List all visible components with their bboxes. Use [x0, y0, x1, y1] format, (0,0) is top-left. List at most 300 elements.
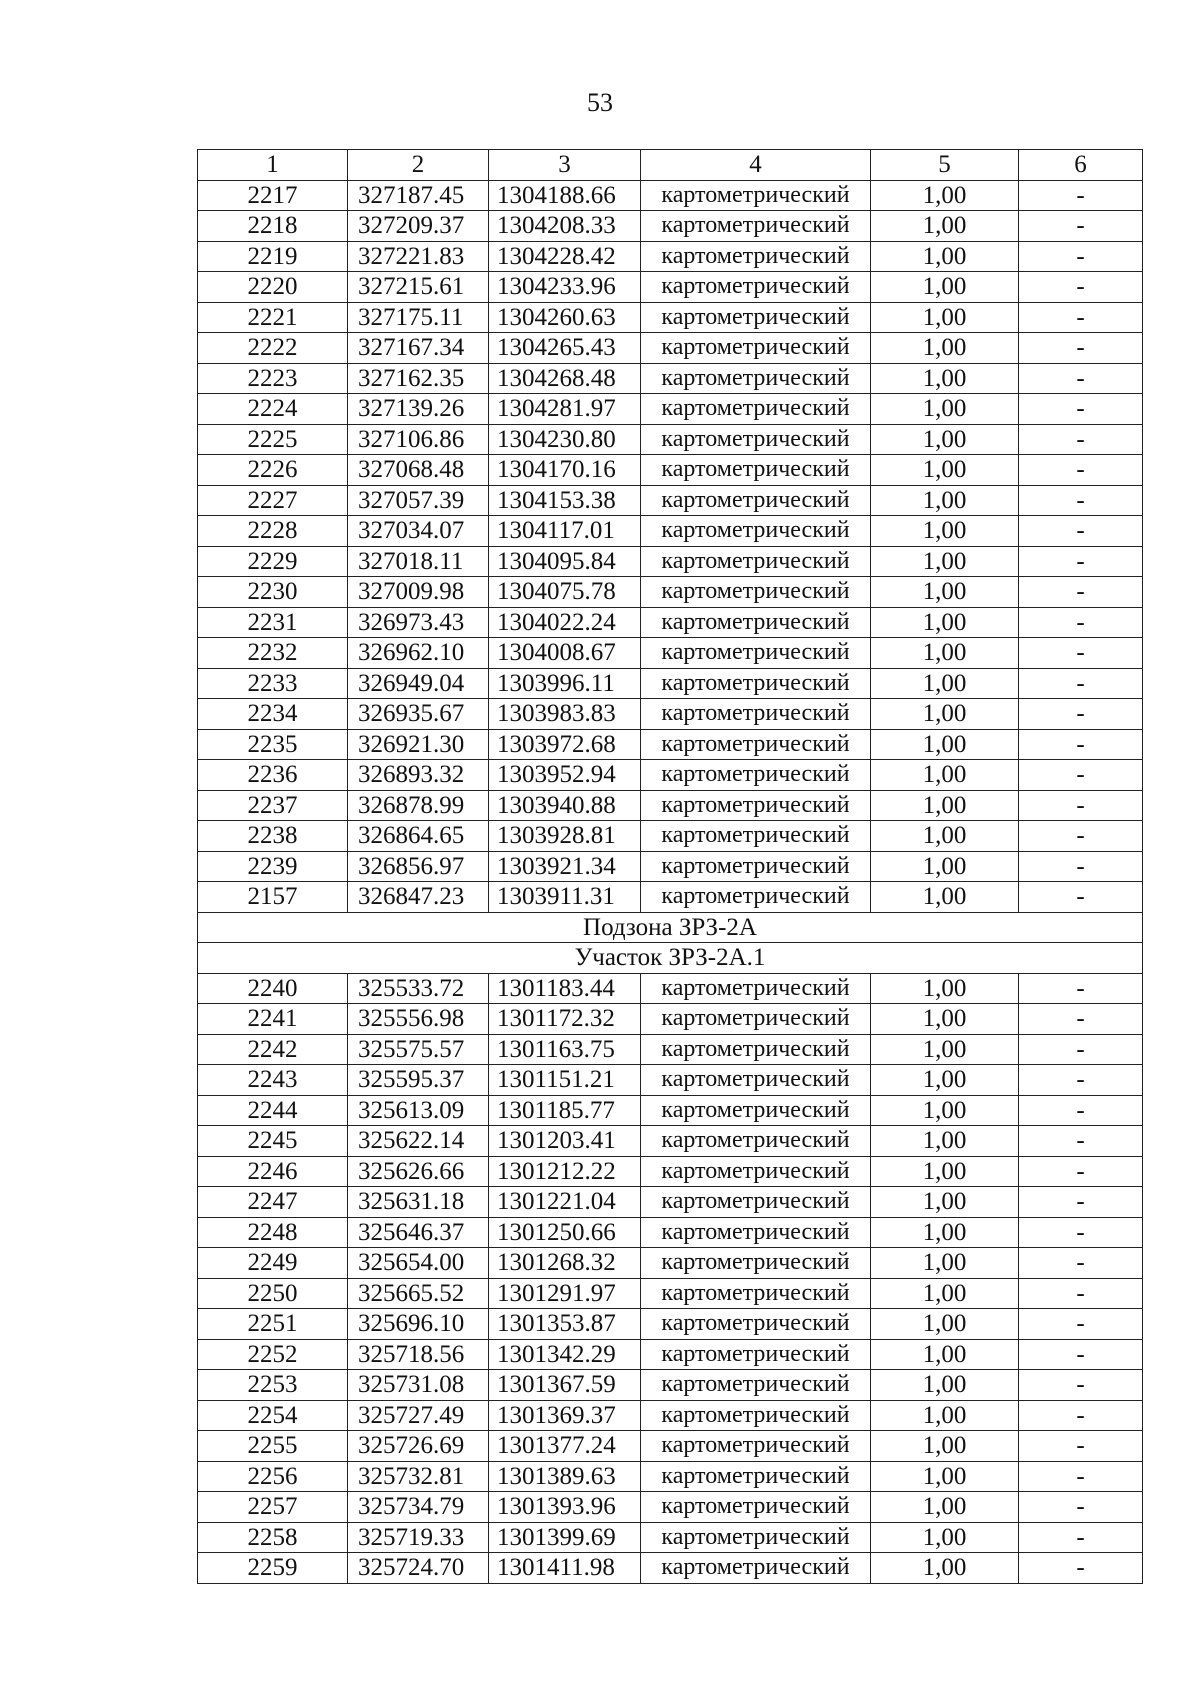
table-row: [198, 1522, 1143, 1553]
description-cell: -: [1019, 455, 1143, 486]
y-coordinate-cell: 1304265.43: [489, 333, 641, 364]
y-coordinate-cell: 1301151.21: [489, 1065, 641, 1096]
table-row: [198, 1004, 1143, 1035]
table-row: [198, 729, 1143, 760]
point-number-cell: 2254: [198, 1400, 348, 1431]
point-number-cell: 2238: [198, 821, 348, 852]
description-cell: -: [1019, 1156, 1143, 1187]
x-coordinate-cell: 325654.00: [348, 1248, 489, 1279]
y-coordinate-cell: 1304260.63: [489, 302, 641, 333]
y-coordinate-cell: 1301377.24: [489, 1431, 641, 1462]
x-coordinate-cell: 325626.66: [348, 1156, 489, 1187]
x-coordinate-cell: 327106.86: [348, 424, 489, 455]
accuracy-cell: 1,00: [871, 607, 1019, 638]
description-cell: -: [1019, 1217, 1143, 1248]
y-coordinate-cell: 1304233.96: [489, 272, 641, 303]
x-coordinate-cell: 326878.99: [348, 790, 489, 821]
method-cell: картометрический: [641, 485, 871, 516]
accuracy-cell: 1,00: [871, 1553, 1019, 1584]
table-row: [198, 1187, 1143, 1218]
description-cell: -: [1019, 424, 1143, 455]
method-cell: картометрический: [641, 455, 871, 486]
method-cell: картометрический: [641, 1095, 871, 1126]
subzone-title-row: [198, 912, 1143, 943]
table-row: [198, 302, 1143, 333]
method-cell: картометрический: [641, 577, 871, 608]
y-coordinate-cell: 1304281.97: [489, 394, 641, 425]
point-number-cell: 2258: [198, 1522, 348, 1553]
header-cell: 2: [348, 150, 489, 181]
y-coordinate-cell: 1303928.81: [489, 821, 641, 852]
table-row: [198, 180, 1143, 211]
table-row: [198, 1248, 1143, 1279]
point-number-cell: 2219: [198, 241, 348, 272]
method-cell: картометрический: [641, 1126, 871, 1157]
description-cell: -: [1019, 1339, 1143, 1370]
point-number-cell: 2239: [198, 851, 348, 882]
description-cell: -: [1019, 272, 1143, 303]
x-coordinate-cell: 326856.97: [348, 851, 489, 882]
method-cell: картометрический: [641, 180, 871, 211]
accuracy-cell: 1,00: [871, 973, 1019, 1004]
table-row: [198, 607, 1143, 638]
table-row: [198, 211, 1143, 242]
description-cell: -: [1019, 546, 1143, 577]
x-coordinate-cell: 326921.30: [348, 729, 489, 760]
header-cell: 5: [871, 150, 1019, 181]
x-coordinate-cell: 325646.37: [348, 1217, 489, 1248]
x-coordinate-cell: 325718.56: [348, 1339, 489, 1370]
method-cell: картометрический: [641, 211, 871, 242]
y-coordinate-cell: 1301250.66: [489, 1217, 641, 1248]
description-cell: -: [1019, 1461, 1143, 1492]
point-number-cell: 2227: [198, 485, 348, 516]
y-coordinate-cell: 1304188.66: [489, 180, 641, 211]
y-coordinate-cell: 1301163.75: [489, 1034, 641, 1065]
method-cell: картометрический: [641, 546, 871, 577]
y-coordinate-cell: 1304117.01: [489, 516, 641, 547]
point-number-cell: 2237: [198, 790, 348, 821]
description-cell: -: [1019, 1400, 1143, 1431]
x-coordinate-cell: 326847.23: [348, 882, 489, 913]
method-cell: картометрический: [641, 516, 871, 547]
point-number-cell: 2226: [198, 455, 348, 486]
accuracy-cell: 1,00: [871, 546, 1019, 577]
table-row: [198, 882, 1143, 913]
y-coordinate-cell: 1301221.04: [489, 1187, 641, 1218]
x-coordinate-cell: 325732.81: [348, 1461, 489, 1492]
method-cell: картометрический: [641, 699, 871, 730]
x-coordinate-cell: 326949.04: [348, 668, 489, 699]
point-number-cell: 2242: [198, 1034, 348, 1065]
coordinates-table: [197, 149, 1143, 1584]
x-coordinate-cell: 327175.11: [348, 302, 489, 333]
point-number-cell: 2253: [198, 1370, 348, 1401]
table-row: [198, 1065, 1143, 1096]
table-row: [198, 638, 1143, 669]
accuracy-cell: 1,00: [871, 851, 1019, 882]
x-coordinate-cell: 327215.61: [348, 272, 489, 303]
description-cell: -: [1019, 241, 1143, 272]
x-coordinate-cell: 325665.52: [348, 1278, 489, 1309]
method-cell: картометрический: [641, 1553, 871, 1584]
accuracy-cell: 1,00: [871, 1217, 1019, 1248]
table-row: [198, 333, 1143, 364]
x-coordinate-cell: 327057.39: [348, 485, 489, 516]
description-cell: -: [1019, 882, 1143, 913]
y-coordinate-cell: 1303952.94: [489, 760, 641, 791]
point-number-cell: 2245: [198, 1126, 348, 1157]
point-number-cell: 2257: [198, 1492, 348, 1523]
y-coordinate-cell: 1301369.37: [489, 1400, 641, 1431]
y-coordinate-cell: 1304268.48: [489, 363, 641, 394]
accuracy-cell: 1,00: [871, 699, 1019, 730]
table-row: [198, 1553, 1143, 1584]
point-number-cell: 2246: [198, 1156, 348, 1187]
accuracy-cell: 1,00: [871, 272, 1019, 303]
description-cell: -: [1019, 729, 1143, 760]
x-coordinate-cell: 325556.98: [348, 1004, 489, 1035]
header-cell: 6: [1019, 150, 1143, 181]
header-row: [198, 150, 1143, 181]
description-cell: -: [1019, 1095, 1143, 1126]
x-coordinate-cell: 325595.37: [348, 1065, 489, 1096]
accuracy-cell: 1,00: [871, 1431, 1019, 1462]
y-coordinate-cell: 1301411.98: [489, 1553, 641, 1584]
accuracy-cell: 1,00: [871, 577, 1019, 608]
point-number-cell: 2232: [198, 638, 348, 669]
accuracy-cell: 1,00: [871, 1400, 1019, 1431]
description-cell: -: [1019, 1431, 1143, 1462]
point-number-cell: 2231: [198, 607, 348, 638]
description-cell: -: [1019, 394, 1143, 425]
table-row: [198, 241, 1143, 272]
accuracy-cell: 1,00: [871, 1156, 1019, 1187]
point-number-cell: 2228: [198, 516, 348, 547]
x-coordinate-cell: 326962.10: [348, 638, 489, 669]
point-number-cell: 2229: [198, 546, 348, 577]
y-coordinate-cell: 1304075.78: [489, 577, 641, 608]
method-cell: картометрический: [641, 424, 871, 455]
y-coordinate-cell: 1301185.77: [489, 1095, 641, 1126]
description-cell: -: [1019, 485, 1143, 516]
x-coordinate-cell: 327209.37: [348, 211, 489, 242]
point-number-cell: 2251: [198, 1309, 348, 1340]
method-cell: картометрический: [641, 241, 871, 272]
method-cell: картометрический: [641, 1065, 871, 1096]
y-coordinate-cell: 1301203.41: [489, 1126, 641, 1157]
description-cell: -: [1019, 760, 1143, 791]
point-number-cell: 2220: [198, 272, 348, 303]
table-row: [198, 1461, 1143, 1492]
y-coordinate-cell: 1303911.31: [489, 882, 641, 913]
accuracy-cell: 1,00: [871, 760, 1019, 791]
point-number-cell: 2224: [198, 394, 348, 425]
method-cell: картометрический: [641, 1278, 871, 1309]
accuracy-cell: 1,00: [871, 1278, 1019, 1309]
y-coordinate-cell: 1304153.38: [489, 485, 641, 516]
y-coordinate-cell: 1304228.42: [489, 241, 641, 272]
x-coordinate-cell: 327034.07: [348, 516, 489, 547]
point-number-cell: 2241: [198, 1004, 348, 1035]
accuracy-cell: 1,00: [871, 790, 1019, 821]
accuracy-cell: 1,00: [871, 333, 1019, 364]
y-coordinate-cell: 1301172.32: [489, 1004, 641, 1035]
point-number-cell: 2222: [198, 333, 348, 364]
point-number-cell: 2243: [198, 1065, 348, 1096]
accuracy-cell: 1,00: [871, 1187, 1019, 1218]
point-number-cell: 2247: [198, 1187, 348, 1218]
point-number-cell: 2217: [198, 180, 348, 211]
description-cell: -: [1019, 363, 1143, 394]
y-coordinate-cell: 1304230.80: [489, 424, 641, 455]
table-row: [198, 1492, 1143, 1523]
method-cell: картометрический: [641, 1339, 871, 1370]
x-coordinate-cell: 325734.79: [348, 1492, 489, 1523]
table-row: [198, 760, 1143, 791]
point-number-cell: 2250: [198, 1278, 348, 1309]
x-coordinate-cell: 326893.32: [348, 760, 489, 791]
description-cell: -: [1019, 699, 1143, 730]
point-number-cell: 2225: [198, 424, 348, 455]
method-cell: картометрический: [641, 1431, 871, 1462]
x-coordinate-cell: 325613.09: [348, 1095, 489, 1126]
point-number-cell: 2233: [198, 668, 348, 699]
x-coordinate-cell: 325696.10: [348, 1309, 489, 1340]
point-number-cell: 2234: [198, 699, 348, 730]
table-row: [198, 699, 1143, 730]
method-cell: картометрический: [641, 363, 871, 394]
description-cell: -: [1019, 1278, 1143, 1309]
point-number-cell: 2248: [198, 1217, 348, 1248]
accuracy-cell: 1,00: [871, 1309, 1019, 1340]
accuracy-cell: 1,00: [871, 668, 1019, 699]
table-row: [198, 1278, 1143, 1309]
header-cell: 3: [489, 150, 641, 181]
point-number-cell: 2230: [198, 577, 348, 608]
y-coordinate-cell: 1301389.63: [489, 1461, 641, 1492]
x-coordinate-cell: 327187.45: [348, 180, 489, 211]
point-number-cell: 2218: [198, 211, 348, 242]
method-cell: картометрический: [641, 1370, 871, 1401]
accuracy-cell: 1,00: [871, 1034, 1019, 1065]
point-number-cell: 2259: [198, 1553, 348, 1584]
x-coordinate-cell: 326864.65: [348, 821, 489, 852]
table-row: [198, 821, 1143, 852]
accuracy-cell: 1,00: [871, 729, 1019, 760]
point-number-cell: 2256: [198, 1461, 348, 1492]
header-cell: 4: [641, 150, 871, 181]
table-row: [198, 1217, 1143, 1248]
method-cell: картометрический: [641, 1400, 871, 1431]
table-row: [198, 1370, 1143, 1401]
table-row: [198, 851, 1143, 882]
description-cell: -: [1019, 1309, 1143, 1340]
x-coordinate-cell: 325726.69: [348, 1431, 489, 1462]
method-cell: картометрический: [641, 1034, 871, 1065]
x-coordinate-cell: 325731.08: [348, 1370, 489, 1401]
x-coordinate-cell: 327068.48: [348, 455, 489, 486]
method-cell: картометрический: [641, 638, 871, 669]
description-cell: -: [1019, 1187, 1143, 1218]
description-cell: -: [1019, 211, 1143, 242]
y-coordinate-cell: 1303996.11: [489, 668, 641, 699]
table-row: [198, 668, 1143, 699]
method-cell: картометрический: [641, 1217, 871, 1248]
y-coordinate-cell: 1301393.96: [489, 1492, 641, 1523]
point-number-cell: 2244: [198, 1095, 348, 1126]
point-number-cell: 2223: [198, 363, 348, 394]
accuracy-cell: 1,00: [871, 1461, 1019, 1492]
point-number-cell: 2252: [198, 1339, 348, 1370]
method-cell: картометрический: [641, 1522, 871, 1553]
point-number-cell: 2255: [198, 1431, 348, 1462]
accuracy-cell: 1,00: [871, 1065, 1019, 1096]
accuracy-cell: 1,00: [871, 1370, 1019, 1401]
coordinates-table-body: [198, 150, 1143, 1584]
x-coordinate-cell: 325575.57: [348, 1034, 489, 1065]
description-cell: -: [1019, 668, 1143, 699]
accuracy-cell: 1,00: [871, 363, 1019, 394]
table-row: [198, 973, 1143, 1004]
accuracy-cell: 1,00: [871, 1522, 1019, 1553]
table-row: [198, 1431, 1143, 1462]
y-coordinate-cell: 1301399.69: [489, 1522, 641, 1553]
subzone-title: Подзона ЗРЗ-2А: [198, 912, 1143, 943]
x-coordinate-cell: 325719.33: [348, 1522, 489, 1553]
accuracy-cell: 1,00: [871, 1492, 1019, 1523]
description-cell: -: [1019, 516, 1143, 547]
plot-title-row: [198, 943, 1143, 974]
method-cell: картометрический: [641, 333, 871, 364]
y-coordinate-cell: 1303983.83: [489, 699, 641, 730]
accuracy-cell: 1,00: [871, 1339, 1019, 1370]
table-row: [198, 272, 1143, 303]
method-cell: картометрический: [641, 1248, 871, 1279]
table-row: [198, 455, 1143, 486]
method-cell: картометрический: [641, 1461, 871, 1492]
point-number-cell: 2235: [198, 729, 348, 760]
method-cell: картометрический: [641, 1187, 871, 1218]
table-row: [198, 1126, 1143, 1157]
description-cell: -: [1019, 821, 1143, 852]
method-cell: картометрический: [641, 729, 871, 760]
y-coordinate-cell: 1301212.22: [489, 1156, 641, 1187]
x-coordinate-cell: 327167.34: [348, 333, 489, 364]
method-cell: картометрический: [641, 272, 871, 303]
description-cell: -: [1019, 1248, 1143, 1279]
x-coordinate-cell: 327018.11: [348, 546, 489, 577]
y-coordinate-cell: 1301183.44: [489, 973, 641, 1004]
y-coordinate-cell: 1304022.24: [489, 607, 641, 638]
table-row: [198, 1400, 1143, 1431]
description-cell: -: [1019, 790, 1143, 821]
plot-title: Участок ЗРЗ-2А.1: [198, 943, 1143, 974]
table-row: [198, 1156, 1143, 1187]
accuracy-cell: 1,00: [871, 882, 1019, 913]
x-coordinate-cell: 325727.49: [348, 1400, 489, 1431]
x-coordinate-cell: 327009.98: [348, 577, 489, 608]
accuracy-cell: 1,00: [871, 1004, 1019, 1035]
accuracy-cell: 1,00: [871, 180, 1019, 211]
description-cell: -: [1019, 1126, 1143, 1157]
accuracy-cell: 1,00: [871, 1095, 1019, 1126]
y-coordinate-cell: 1303972.68: [489, 729, 641, 760]
y-coordinate-cell: 1304095.84: [489, 546, 641, 577]
table-row: [198, 394, 1143, 425]
x-coordinate-cell: 325724.70: [348, 1553, 489, 1584]
table-row: [198, 577, 1143, 608]
point-number-cell: 2221: [198, 302, 348, 333]
table-row: [198, 790, 1143, 821]
point-number-cell: 2157: [198, 882, 348, 913]
y-coordinate-cell: 1303921.34: [489, 851, 641, 882]
accuracy-cell: 1,00: [871, 302, 1019, 333]
description-cell: -: [1019, 1004, 1143, 1035]
description-cell: -: [1019, 1492, 1143, 1523]
point-number-cell: 2240: [198, 973, 348, 1004]
table-row: [198, 363, 1143, 394]
header-cell: 1: [198, 150, 348, 181]
y-coordinate-cell: 1301342.29: [489, 1339, 641, 1370]
x-coordinate-cell: 325622.14: [348, 1126, 489, 1157]
x-coordinate-cell: 327162.35: [348, 363, 489, 394]
accuracy-cell: 1,00: [871, 485, 1019, 516]
method-cell: картометрический: [641, 302, 871, 333]
point-number-cell: 2249: [198, 1248, 348, 1279]
method-cell: картометрический: [641, 851, 871, 882]
x-coordinate-cell: 325631.18: [348, 1187, 489, 1218]
accuracy-cell: 1,00: [871, 821, 1019, 852]
description-cell: -: [1019, 180, 1143, 211]
table-row: [198, 546, 1143, 577]
y-coordinate-cell: 1301367.59: [489, 1370, 641, 1401]
description-cell: -: [1019, 333, 1143, 364]
method-cell: картометрический: [641, 394, 871, 425]
method-cell: картометрический: [641, 790, 871, 821]
accuracy-cell: 1,00: [871, 394, 1019, 425]
accuracy-cell: 1,00: [871, 1248, 1019, 1279]
description-cell: -: [1019, 638, 1143, 669]
y-coordinate-cell: 1301268.32: [489, 1248, 641, 1279]
description-cell: -: [1019, 851, 1143, 882]
y-coordinate-cell: 1304008.67: [489, 638, 641, 669]
x-coordinate-cell: 326973.43: [348, 607, 489, 638]
point-number-cell: 2236: [198, 760, 348, 791]
table-row: [198, 1095, 1143, 1126]
accuracy-cell: 1,00: [871, 424, 1019, 455]
method-cell: картометрический: [641, 607, 871, 638]
y-coordinate-cell: 1304208.33: [489, 211, 641, 242]
description-cell: -: [1019, 607, 1143, 638]
y-coordinate-cell: 1301291.97: [489, 1278, 641, 1309]
accuracy-cell: 1,00: [871, 1126, 1019, 1157]
accuracy-cell: 1,00: [871, 211, 1019, 242]
description-cell: -: [1019, 1034, 1143, 1065]
accuracy-cell: 1,00: [871, 455, 1019, 486]
table-row: [198, 1034, 1143, 1065]
x-coordinate-cell: 325533.72: [348, 973, 489, 1004]
method-cell: картометрический: [641, 1492, 871, 1523]
page-number: 53: [587, 88, 613, 117]
description-cell: -: [1019, 973, 1143, 1004]
accuracy-cell: 1,00: [871, 516, 1019, 547]
x-coordinate-cell: 327139.26: [348, 394, 489, 425]
method-cell: картометрический: [641, 1004, 871, 1035]
y-coordinate-cell: 1301353.87: [489, 1309, 641, 1340]
table-row: [198, 424, 1143, 455]
description-cell: -: [1019, 302, 1143, 333]
